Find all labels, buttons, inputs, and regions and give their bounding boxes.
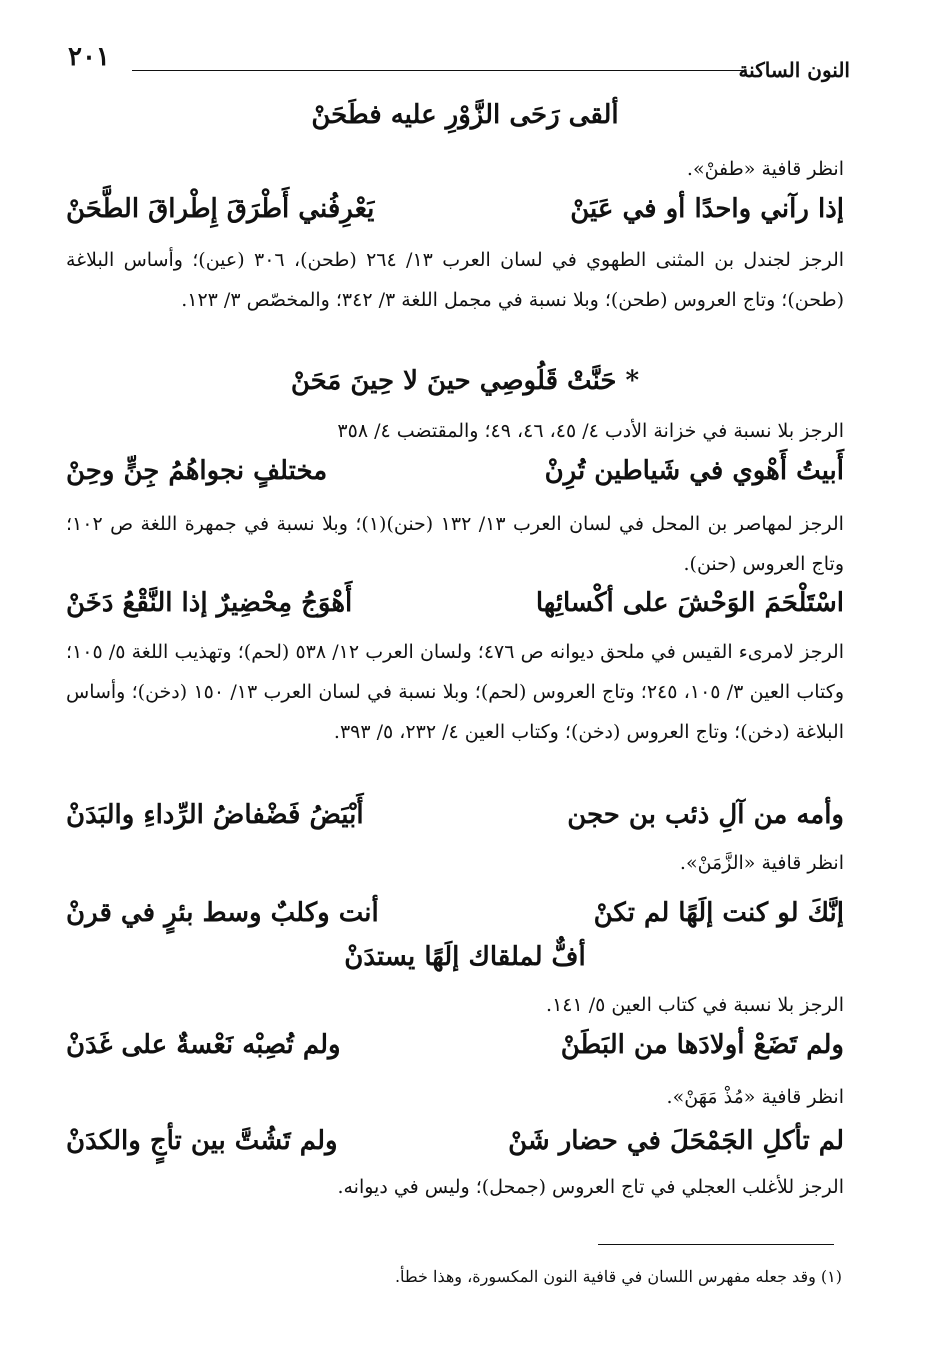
- verse-7-left-hemistich: أنت وكلبٌ وسط بئرٍ في قرنْ: [66, 898, 379, 928]
- reference-paragraph-7: الرجز بلا نسبة في كتاب العين ٥/ ١٤١.: [546, 994, 844, 1016]
- running-header-title: النون الساكنة: [738, 58, 850, 82]
- page-number: ٢٠١: [68, 42, 110, 72]
- verse-6-left-hemistich: أَبْيَضُ فَضْفاضُ الرِّداءِ والبَدَنْ: [66, 800, 364, 830]
- verse-7-centered-line: أفٌّ لملقاك إلَهًا يستدَنْ: [344, 942, 586, 972]
- verse-6-right-hemistich: وأمه من آلِ ذئب بن حجن: [567, 800, 844, 830]
- verse-5-left-hemistich: أَهْوَجُ مِحْضِيرٌ إذا النَّقْعُ دَخَنْ: [66, 588, 353, 618]
- verse-centered-3: * حَنَّتْ قَلُوصِي حينَ لا حِينَ مَحَنْ: [290, 366, 640, 396]
- verse-9-right-hemistich: لم تأكلِ الجَمْحَلَ في حضار شَنْ: [508, 1126, 844, 1156]
- reference-paragraph-2: الرجز لجندل بن المثنى الطهوي في لسان العرب ١٣/ ٢٦٤ (طحن)، ٣٠٦ (عين)؛ وأساس البلاغة (طحن)؛ وتاج العروس (طحن)؛ وبلا نسبة في مجمل اللغة ٣/ ٣٤٢؛ والمخصّص ٣/ ١٢٣.: [66, 249, 845, 311]
- cross-reference-note-8: انظر قافية «مُذْ مَهَنْ».: [666, 1086, 844, 1108]
- footnote-1: (١) وقد جعله مفهرس اللسان في قافية النون المكسورة، وهذا خطأ.: [394, 1267, 842, 1286]
- footnote-separator: [598, 1244, 834, 1245]
- verse-4-left-hemistich: مختلفٍ نجواهُمُ جِنٍّ وحِنْ: [66, 456, 328, 486]
- verse-8-right-hemistich: ولم تَضَعْ أولادَها من البَطَنْ: [560, 1030, 844, 1060]
- reference-paragraph-5: الرجز لامرىء القيس في ملحق ديوانه ص ٤٧٦؛ ولسان العرب ١٢/ ٥٣٨ (لحم)؛ وتهذيب اللغة ٥/ ١٠٥؛ وكتاب العين ٣/ ١٠٥، ٢٤٥؛ وتاج العروس (لحم)؛ وبلا نسبة في لسان العرب ١٣/ ١٥٠ (دخن)؛ وأساس البلاغة (دخن)؛ وتاج العروس (دخن)؛ وكتاب العين ٤/ ٢٣٢، ٥/ ٣٩٣.: [66, 641, 844, 743]
- reference-paragraph-4: الرجز لمهاصر بن المحل في لسان العرب ١٣/ ١٣٢ (حنن)(١)؛ وبلا نسبة في جمهرة اللغة ص ١٠٢؛ وتاج العروس (حنن).: [66, 513, 844, 575]
- verse-centered-1: ألقى رَحَى الزَّوْرِ عليه فطَحَنْ: [311, 100, 619, 130]
- verse-5-right-hemistich: اسْتَلْحَمَ الوَحْشَ على أكْسائِها: [535, 588, 844, 618]
- cross-reference-note-6: انظر قافية «الزَّمَنْ».: [679, 852, 844, 874]
- verse-7-right-hemistich: إنَّكَ لو كنت إلَهًا لم تكنْ: [593, 898, 844, 928]
- verse-8-left-hemistich: ولم تُصِبْه نَعْسةٌ على غَدَنْ: [66, 1030, 341, 1060]
- header-rule: [132, 70, 744, 71]
- reference-paragraph-9: الرجز للأغلب العجلي في تاج العروس (جمحل)؛ وليس في ديوانه.: [337, 1176, 844, 1198]
- reference-paragraph-3: الرجز بلا نسبة في خزانة الأدب ٤/ ٤٥، ٤٦، ٤٩؛ والمقتضب ٤/ ٣٥٨: [337, 420, 844, 442]
- verse-4-right-hemistich: أَبيتُ أَهْوي في شَياطين تُرِنْ: [544, 456, 844, 486]
- verse-9-left-hemistich: ولم تَشُتَّ بين تأجٍ والكدَنْ: [66, 1126, 338, 1156]
- verse-2-right-hemistich: إذا رآني واحدًا أو في عَيَنْ: [570, 194, 844, 224]
- verse-2-left-hemistich: يَعْرِفُني أَطْرَقَ إِطْراقَ الطَّحَنْ: [66, 194, 375, 224]
- cross-reference-note-1: انظر قافية «طفنْ».: [686, 158, 844, 180]
